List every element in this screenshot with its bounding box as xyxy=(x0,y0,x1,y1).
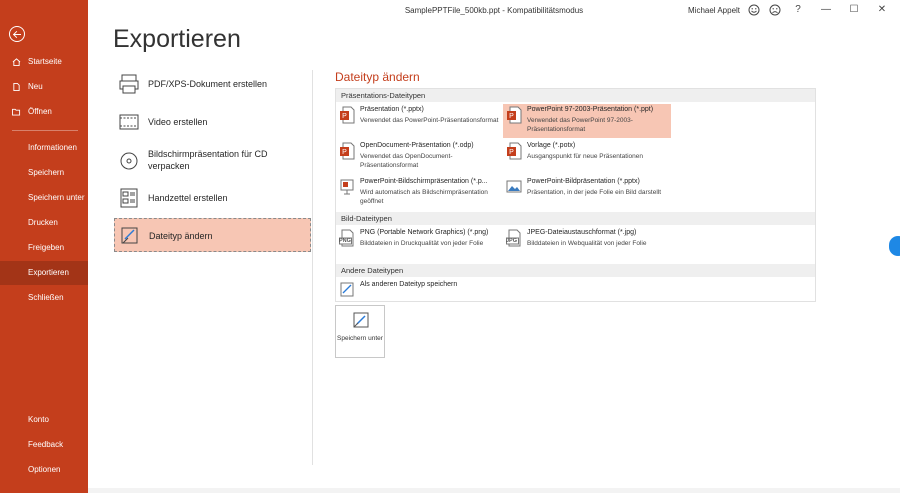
page-title: Exportieren xyxy=(113,25,241,53)
filetype-odp[interactable] xyxy=(336,140,504,174)
minimize-icon[interactable]: — xyxy=(821,4,831,15)
close-icon[interactable]: ✕ xyxy=(877,4,887,15)
sidebar-item-speichern[interactable] xyxy=(0,161,88,185)
video-icon xyxy=(119,111,139,133)
user-name[interactable]: Michael Appelt xyxy=(688,6,741,15)
save-as-button[interactable] xyxy=(335,305,385,358)
filetype-jpg[interactable] xyxy=(503,227,671,261)
sidebar-item-exportieren[interactable] xyxy=(0,261,88,285)
sidebar-item-oeffnen[interactable] xyxy=(0,100,88,124)
sidebar-item-label: Speichern xyxy=(28,168,65,177)
pdf-xps-icon xyxy=(119,73,139,95)
sidebar-item-label: Neu xyxy=(28,82,43,91)
maximize-icon[interactable]: ☐ xyxy=(849,4,859,15)
filetype-desc: Verwendet das OpenDocument-Präsentationsformat xyxy=(360,153,453,169)
sidebar-item-label: Drucken xyxy=(28,218,58,227)
sidebar-divider xyxy=(12,130,78,131)
cd-package-icon xyxy=(119,149,139,171)
filetype-name: Präsentation (*.pptx) xyxy=(360,106,424,113)
save-as-icon xyxy=(352,312,370,329)
pptx-icon xyxy=(339,106,355,124)
filetype-png[interactable] xyxy=(336,227,504,261)
filetype-desc: Verwendet das PowerPoint-Präsentationsformat xyxy=(360,117,499,124)
picture-presentation-icon xyxy=(506,178,522,196)
sidebar-item-label: Feedback xyxy=(28,440,64,449)
sidebar-item-label: Speichern unter xyxy=(28,193,85,202)
filetype-picture-presentation[interactable] xyxy=(503,176,671,210)
sidebar-item-label: Startseite xyxy=(28,57,62,66)
filetype-other[interactable] xyxy=(336,279,504,301)
export-option-handout[interactable] xyxy=(114,181,311,215)
svg-text:P: P xyxy=(509,113,514,121)
sidebar-item-optionen[interactable] xyxy=(0,458,88,482)
backstage-sidebar xyxy=(0,0,88,493)
sidebar-item-informationen[interactable] xyxy=(0,136,88,160)
sidebar-item-startseite[interactable] xyxy=(0,50,88,74)
jpg-badge: JPG xyxy=(506,238,518,244)
export-option-label: Bildschirmpräsentation für CD verpacken xyxy=(148,149,268,171)
group-header-other: Andere Dateitypen xyxy=(336,264,815,277)
filetype-name: PNG (Portable Network Graphics) (*.png) xyxy=(360,229,489,236)
bottom-border xyxy=(88,488,900,493)
filetype-desc: Bilddateien in Webqualität von jeder Folie xyxy=(527,240,647,247)
change-filetype-icon xyxy=(120,225,140,247)
other-filetype-icon xyxy=(339,281,355,299)
png-badge: PNG xyxy=(339,238,351,244)
filetype-desc: Wird automatisch als Bildschirmpräsentation geöffnet xyxy=(360,189,488,205)
sidebar-item-label: Konto xyxy=(28,415,49,424)
filetype-desc: Ausgangspunkt für neue Präsentationen xyxy=(527,153,644,160)
frown-icon[interactable] xyxy=(769,4,781,16)
filetype-desc: Verwendet das PowerPoint 97-2003-Präsentationsformat xyxy=(527,117,633,133)
column-divider xyxy=(312,70,313,465)
filetype-name: PowerPoint-Bildpräsentation (*.pptx) xyxy=(527,178,640,185)
odp-icon xyxy=(339,142,355,160)
potx-icon xyxy=(506,142,522,160)
save-as-label: Speichern unter xyxy=(337,335,383,342)
filetype-name: OpenDocument-Präsentation (*.odp) xyxy=(360,142,474,149)
filetype-ppsx[interactable] xyxy=(336,176,504,210)
section-title: Dateityp ändern xyxy=(335,70,420,84)
home-icon xyxy=(12,58,21,66)
sidebar-item-schliessen[interactable] xyxy=(0,286,88,310)
sidebar-item-label: Exportieren xyxy=(28,268,69,277)
filetype-name: JPEG-Dateiaustauschformat (*.jpg) xyxy=(527,229,637,236)
back-arrow-icon[interactable] xyxy=(9,26,25,42)
filetype-desc: Präsentation, in der jede Folie ein Bild darstellt xyxy=(527,189,662,196)
sidebar-item-label: Freigeben xyxy=(28,243,65,252)
export-option-video[interactable] xyxy=(114,105,311,139)
handout-icon xyxy=(119,187,139,209)
sidebar-item-speichern-unter[interactable] xyxy=(0,186,88,210)
sidebar-item-label: Schließen xyxy=(28,293,64,302)
export-option-label: Video erstellen xyxy=(148,117,208,127)
export-option-pdf-xps[interactable] xyxy=(114,67,311,101)
group-header-image: Bild-Dateitypen xyxy=(336,212,815,225)
filetype-name: Vorlage (*.potx) xyxy=(527,142,576,149)
filetype-name: PowerPoint-Bildschirmpräsentation (*.p... xyxy=(360,178,488,185)
sidebar-item-label: Optionen xyxy=(28,465,61,474)
sidebar-item-drucken[interactable] xyxy=(0,211,88,235)
filetype-name: Als anderen Dateityp speichern xyxy=(360,281,458,288)
floating-widget-icon[interactable] xyxy=(889,236,900,256)
export-option-cd-package[interactable] xyxy=(114,143,311,177)
svg-text:P: P xyxy=(342,113,347,121)
sidebar-item-feedback[interactable] xyxy=(0,433,88,457)
folder-open-icon xyxy=(12,108,21,116)
sidebar-item-label: Öffnen xyxy=(28,107,52,116)
ppt-icon xyxy=(506,106,522,124)
group-header-presentation: Präsentations-Dateitypen xyxy=(336,89,815,102)
sidebar-item-freigeben[interactable] xyxy=(0,236,88,260)
sidebar-item-label: Informationen xyxy=(28,143,77,152)
export-option-label: PDF/XPS-Dokument erstellen xyxy=(148,79,268,89)
filetype-pptx[interactable] xyxy=(336,104,504,138)
window-title: SamplePPTFile_500kb.ppt - Kompatibilitätsmodus xyxy=(404,6,584,15)
export-option-label: Dateityp ändern xyxy=(149,231,213,241)
smiley-icon[interactable] xyxy=(748,4,760,16)
new-document-icon xyxy=(12,83,21,91)
filetype-name: PowerPoint 97-2003-Präsentation (*.ppt) xyxy=(527,106,654,113)
filetype-potx[interactable] xyxy=(503,140,671,174)
sidebar-item-konto[interactable] xyxy=(0,408,88,432)
filetype-panel xyxy=(335,88,816,302)
svg-text:P: P xyxy=(509,149,514,157)
export-option-label: Handzettel erstellen xyxy=(148,193,228,203)
ppsx-icon xyxy=(339,178,355,196)
filetype-ppt[interactable] xyxy=(503,104,671,138)
svg-text:P: P xyxy=(342,149,347,157)
filetype-desc: Bilddateien in Druckqualität von jeder Folie xyxy=(360,240,484,247)
help-icon[interactable]: ? xyxy=(795,4,801,15)
export-option-change-filetype[interactable] xyxy=(114,218,311,252)
title-bar xyxy=(88,0,900,22)
sidebar-item-neu[interactable] xyxy=(0,75,88,99)
